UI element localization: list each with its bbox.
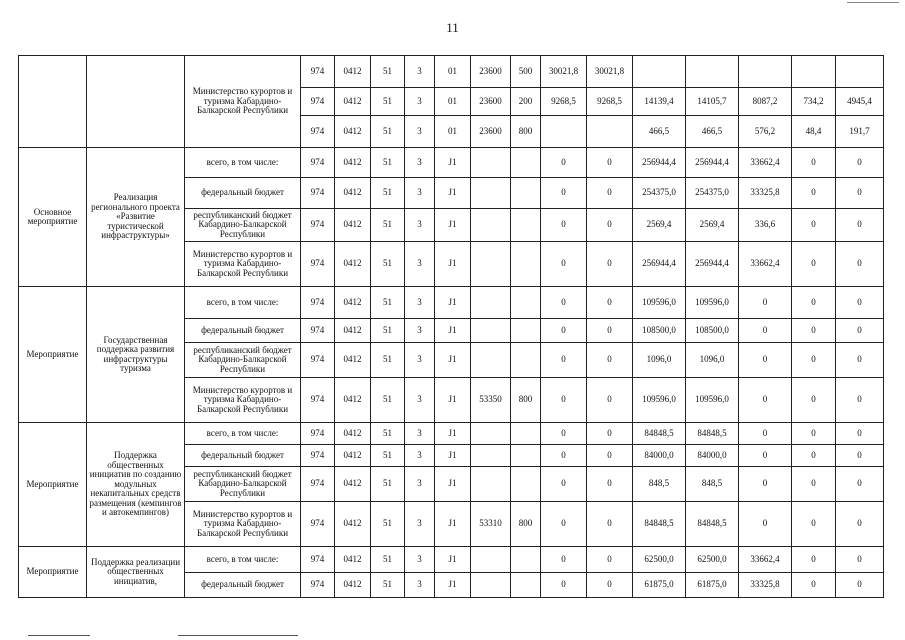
row-source-cell: республиканский бюджет Кабардино-Балкарской Республики [185, 467, 301, 502]
code-cell: 0412 [335, 378, 371, 423]
value-cell: 0 [836, 423, 884, 445]
code-cell: 23600 [471, 56, 511, 88]
value-cell: 0 [792, 287, 836, 319]
row-source-cell: федеральный бюджет [185, 319, 301, 343]
value-cell: 0 [541, 148, 587, 178]
code-cell: 974 [301, 445, 335, 467]
code-cell: J1 [435, 445, 471, 467]
code-cell: 3 [405, 178, 435, 209]
code-cell [471, 287, 511, 319]
value-cell: 0 [792, 547, 836, 573]
value-cell: 0 [587, 209, 633, 242]
code-cell [511, 343, 541, 378]
table-row [19, 148, 884, 178]
value-cell: 30021,8 [541, 56, 587, 88]
code-cell: 974 [301, 502, 335, 547]
code-cell: J1 [435, 287, 471, 319]
row-source-cell: федеральный бюджет [185, 445, 301, 467]
value-cell: 0 [587, 547, 633, 573]
value-cell: 33662,4 [739, 547, 792, 573]
row-name-cell: Поддержка реализации общественных инициатив, [87, 547, 185, 598]
value-cell: 336,6 [739, 209, 792, 242]
value-cell: 108500,0 [686, 319, 739, 343]
code-cell: J1 [435, 423, 471, 445]
code-cell [511, 573, 541, 598]
budget-table [18, 55, 884, 598]
code-cell [471, 242, 511, 287]
value-cell: 1096,0 [633, 343, 686, 378]
code-cell: 51 [371, 287, 405, 319]
code-cell: 3 [405, 319, 435, 343]
code-cell: 3 [405, 88, 435, 116]
value-cell: 4945,4 [836, 88, 884, 116]
code-cell: 500 [511, 56, 541, 88]
value-cell: 0 [792, 319, 836, 343]
code-cell: 0412 [335, 116, 371, 148]
value-cell: 84000,0 [686, 445, 739, 467]
code-cell: 974 [301, 88, 335, 116]
code-cell: J1 [435, 502, 471, 547]
value-cell: 0 [836, 547, 884, 573]
code-cell: 01 [435, 56, 471, 88]
code-cell: 0412 [335, 148, 371, 178]
code-cell: 0412 [335, 445, 371, 467]
value-cell [836, 56, 884, 88]
code-cell: 974 [301, 547, 335, 573]
row-source-cell: Министерство курортов и туризма Кабардино-Балкарской Республики [185, 378, 301, 423]
value-cell [541, 116, 587, 148]
row-source-cell: республиканский бюджет Кабардино-Балкарской Республики [185, 209, 301, 242]
code-cell: 974 [301, 242, 335, 287]
code-cell: 01 [435, 116, 471, 148]
value-cell: 0 [587, 178, 633, 209]
code-cell [511, 178, 541, 209]
value-cell: 256944,4 [686, 148, 739, 178]
code-cell: 800 [511, 116, 541, 148]
code-cell: J1 [435, 209, 471, 242]
code-cell: 974 [301, 287, 335, 319]
code-cell: 3 [405, 547, 435, 573]
code-cell [471, 343, 511, 378]
value-cell: 0 [836, 319, 884, 343]
code-cell: 51 [371, 88, 405, 116]
value-cell: 0 [739, 467, 792, 502]
value-cell: 0 [836, 467, 884, 502]
row-type-cell: Мероприятие [19, 287, 87, 423]
footer-rule [178, 635, 298, 636]
value-cell: 0 [792, 178, 836, 209]
code-cell: 974 [301, 116, 335, 148]
code-cell: J1 [435, 573, 471, 598]
value-cell: 0 [541, 445, 587, 467]
value-cell: 84000,0 [633, 445, 686, 467]
code-cell: 53350 [471, 378, 511, 423]
value-cell: 0 [792, 573, 836, 598]
table-row [19, 287, 884, 319]
code-cell [471, 467, 511, 502]
value-cell: 256944,4 [633, 242, 686, 287]
value-cell: 0 [541, 319, 587, 343]
code-cell: 3 [405, 423, 435, 445]
code-cell [511, 423, 541, 445]
value-cell: 0 [792, 242, 836, 287]
code-cell: 51 [371, 148, 405, 178]
value-cell: 0 [836, 445, 884, 467]
value-cell: 0 [836, 242, 884, 287]
code-cell: 0412 [335, 88, 371, 116]
value-cell: 84848,5 [633, 423, 686, 445]
code-cell: 23600 [471, 88, 511, 116]
code-cell: 01 [435, 88, 471, 116]
code-cell [471, 547, 511, 573]
value-cell: 61875,0 [686, 573, 739, 598]
value-cell: 0 [587, 378, 633, 423]
value-cell: 0 [541, 209, 587, 242]
value-cell: 254375,0 [633, 178, 686, 209]
code-cell [511, 148, 541, 178]
code-cell [471, 573, 511, 598]
value-cell: 0 [836, 573, 884, 598]
value-cell: 109596,0 [686, 287, 739, 319]
code-cell: 0412 [335, 209, 371, 242]
value-cell: 0 [739, 319, 792, 343]
code-cell: 51 [371, 547, 405, 573]
code-cell: 200 [511, 88, 541, 116]
value-cell: 0 [739, 502, 792, 547]
code-cell: 0412 [335, 178, 371, 209]
value-cell: 0 [836, 209, 884, 242]
code-cell: 0412 [335, 467, 371, 502]
code-cell: 51 [371, 209, 405, 242]
code-cell [511, 242, 541, 287]
code-cell: 51 [371, 467, 405, 502]
value-cell: 256944,4 [686, 242, 739, 287]
row-name-cell: Государственная поддержка развития инфраструктуры туризма [87, 287, 185, 423]
code-cell [471, 445, 511, 467]
code-cell: 3 [405, 209, 435, 242]
code-cell: 974 [301, 467, 335, 502]
code-cell: J1 [435, 343, 471, 378]
value-cell: 0 [541, 502, 587, 547]
code-cell: J1 [435, 467, 471, 502]
value-cell: 0 [836, 378, 884, 423]
value-cell: 14139,4 [633, 88, 686, 116]
row-type-cell: Мероприятие [19, 423, 87, 547]
value-cell: 109596,0 [633, 378, 686, 423]
code-cell: J1 [435, 242, 471, 287]
value-cell: 62500,0 [633, 547, 686, 573]
value-cell [792, 56, 836, 88]
value-cell: 0 [587, 148, 633, 178]
value-cell: 0 [541, 423, 587, 445]
value-cell: 109596,0 [686, 378, 739, 423]
table-row [19, 547, 884, 573]
code-cell: 51 [371, 178, 405, 209]
code-cell: 3 [405, 148, 435, 178]
row-source-cell: всего, в том числе: [185, 547, 301, 573]
value-cell: 33325,8 [739, 178, 792, 209]
value-cell: 0 [836, 502, 884, 547]
code-cell: 3 [405, 445, 435, 467]
code-cell: 974 [301, 423, 335, 445]
value-cell: 0 [587, 319, 633, 343]
row-type-cell: Мероприятие [19, 547, 87, 598]
value-cell: 0 [792, 502, 836, 547]
code-cell: 51 [371, 56, 405, 88]
code-cell: 0412 [335, 319, 371, 343]
code-cell: 51 [371, 423, 405, 445]
code-cell: 3 [405, 116, 435, 148]
code-cell: 53310 [471, 502, 511, 547]
value-cell: 0 [587, 573, 633, 598]
value-cell: 0 [587, 467, 633, 502]
code-cell [471, 148, 511, 178]
value-cell: 0 [541, 287, 587, 319]
code-cell: 974 [301, 378, 335, 423]
code-cell: J1 [435, 178, 471, 209]
value-cell: 0 [541, 178, 587, 209]
code-cell: 800 [511, 502, 541, 547]
code-cell: 0412 [335, 242, 371, 287]
value-cell: 0 [739, 445, 792, 467]
row-source-cell: федеральный бюджет [185, 178, 301, 209]
value-cell: 0 [792, 209, 836, 242]
code-cell: J1 [435, 378, 471, 423]
value-cell: 0 [587, 242, 633, 287]
code-cell: 3 [405, 467, 435, 502]
code-cell [471, 209, 511, 242]
code-cell: 0412 [335, 423, 371, 445]
value-cell: 9268,5 [541, 88, 587, 116]
row-source-cell: всего, в том числе: [185, 148, 301, 178]
value-cell: 0 [739, 378, 792, 423]
value-cell: 0 [541, 378, 587, 423]
value-cell: 0 [587, 502, 633, 547]
code-cell: 3 [405, 502, 435, 547]
code-cell: 800 [511, 378, 541, 423]
value-cell: 33325,8 [739, 573, 792, 598]
value-cell: 8087,2 [739, 88, 792, 116]
row-source-cell: всего, в том числе: [185, 423, 301, 445]
code-cell: 974 [301, 573, 335, 598]
code-cell: 51 [371, 573, 405, 598]
code-cell: 0412 [335, 502, 371, 547]
code-cell [511, 209, 541, 242]
code-cell [471, 178, 511, 209]
value-cell: 0 [541, 467, 587, 502]
value-cell: 33662,4 [739, 242, 792, 287]
row-source-cell: федеральный бюджет [185, 573, 301, 598]
code-cell [471, 423, 511, 445]
row-name-cell [87, 56, 185, 148]
row-name-cell: Поддержка общественных инициатив по созданию модульных некапитальных средств размещения (кемпингов и автокемпингов) [87, 423, 185, 547]
code-cell: 0412 [335, 56, 371, 88]
code-cell [511, 287, 541, 319]
row-source-cell: республиканский бюджет Кабардино-Балкарской Республики [185, 343, 301, 378]
code-cell: 0412 [335, 343, 371, 378]
row-type-cell [19, 56, 87, 148]
code-cell [511, 467, 541, 502]
code-cell: 51 [371, 378, 405, 423]
value-cell: 61875,0 [633, 573, 686, 598]
value-cell: 0 [792, 445, 836, 467]
code-cell: 974 [301, 343, 335, 378]
value-cell: 191,7 [836, 116, 884, 148]
code-cell: 0412 [335, 547, 371, 573]
code-cell: J1 [435, 148, 471, 178]
value-cell: 0 [836, 178, 884, 209]
code-cell: 3 [405, 242, 435, 287]
value-cell: 0 [587, 287, 633, 319]
value-cell: 0 [541, 573, 587, 598]
value-cell: 84848,5 [633, 502, 686, 547]
code-cell: 974 [301, 209, 335, 242]
value-cell: 256944,4 [633, 148, 686, 178]
code-cell: 974 [301, 319, 335, 343]
value-cell: 1096,0 [686, 343, 739, 378]
value-cell: 0 [792, 148, 836, 178]
value-cell: 108500,0 [633, 319, 686, 343]
row-name-cell: Реализация регионального проекта «Развитие туристической инфраструктуры» [87, 148, 185, 287]
value-cell: 254375,0 [686, 178, 739, 209]
value-cell: 0 [541, 547, 587, 573]
code-cell: 51 [371, 116, 405, 148]
value-cell: 84848,5 [686, 423, 739, 445]
value-cell: 0 [792, 378, 836, 423]
value-cell: 62500,0 [686, 547, 739, 573]
value-cell: 0 [836, 287, 884, 319]
code-cell: 51 [371, 242, 405, 287]
value-cell: 0 [541, 242, 587, 287]
value-cell: 0 [541, 343, 587, 378]
value-cell: 0 [792, 467, 836, 502]
table-row [19, 56, 884, 88]
row-source-cell: Министерство курортов и туризма Кабардино-Балкарской Республики [185, 56, 301, 148]
value-cell: 466,5 [686, 116, 739, 148]
value-cell: 576,2 [739, 116, 792, 148]
code-cell: 0412 [335, 287, 371, 319]
code-cell: 51 [371, 343, 405, 378]
code-cell: 974 [301, 178, 335, 209]
value-cell: 109596,0 [633, 287, 686, 319]
table-row [19, 423, 884, 445]
footer-rule [28, 635, 90, 636]
value-cell: 848,5 [686, 467, 739, 502]
code-cell: 3 [405, 378, 435, 423]
row-source-cell: Министерство курортов и туризма Кабардино-Балкарской Республики [185, 242, 301, 287]
code-cell: 3 [405, 56, 435, 88]
row-source-cell: всего, в том числе: [185, 287, 301, 319]
value-cell: 0 [836, 148, 884, 178]
value-cell: 0 [739, 423, 792, 445]
code-cell: 51 [371, 445, 405, 467]
code-cell: 23600 [471, 116, 511, 148]
value-cell: 0 [587, 423, 633, 445]
code-cell [511, 445, 541, 467]
value-cell: 30021,8 [587, 56, 633, 88]
code-cell: 51 [371, 502, 405, 547]
row-source-cell: Министерство курортов и туризма Кабардино-Балкарской Республики [185, 502, 301, 547]
code-cell [511, 547, 541, 573]
value-cell: 9268,5 [587, 88, 633, 116]
value-cell: 2569,4 [633, 209, 686, 242]
value-cell [686, 56, 739, 88]
value-cell: 0 [739, 343, 792, 378]
code-cell: 974 [301, 148, 335, 178]
code-cell: J1 [435, 547, 471, 573]
code-cell [511, 319, 541, 343]
value-cell: 0 [792, 343, 836, 378]
value-cell: 14105,7 [686, 88, 739, 116]
value-cell: 33662,4 [739, 148, 792, 178]
value-cell: 0 [836, 343, 884, 378]
value-cell: 466,5 [633, 116, 686, 148]
value-cell [587, 116, 633, 148]
page-number: 11 [446, 20, 459, 35]
value-cell [633, 56, 686, 88]
value-cell: 0 [739, 287, 792, 319]
code-cell: 974 [301, 56, 335, 88]
code-cell: 0412 [335, 573, 371, 598]
code-cell: 3 [405, 343, 435, 378]
value-cell: 0 [587, 445, 633, 467]
code-cell: J1 [435, 319, 471, 343]
code-cell [471, 319, 511, 343]
header-rule [847, 2, 899, 3]
value-cell: 848,5 [633, 467, 686, 502]
value-cell [739, 56, 792, 88]
code-cell: 3 [405, 573, 435, 598]
code-cell: 51 [371, 319, 405, 343]
value-cell: 84848,5 [686, 502, 739, 547]
value-cell: 0 [792, 423, 836, 445]
value-cell: 0 [587, 343, 633, 378]
value-cell: 2569,4 [686, 209, 739, 242]
code-cell: 3 [405, 287, 435, 319]
value-cell: 48,4 [792, 116, 836, 148]
row-type-cell: Основное мероприятие [19, 148, 87, 287]
value-cell: 734,2 [792, 88, 836, 116]
